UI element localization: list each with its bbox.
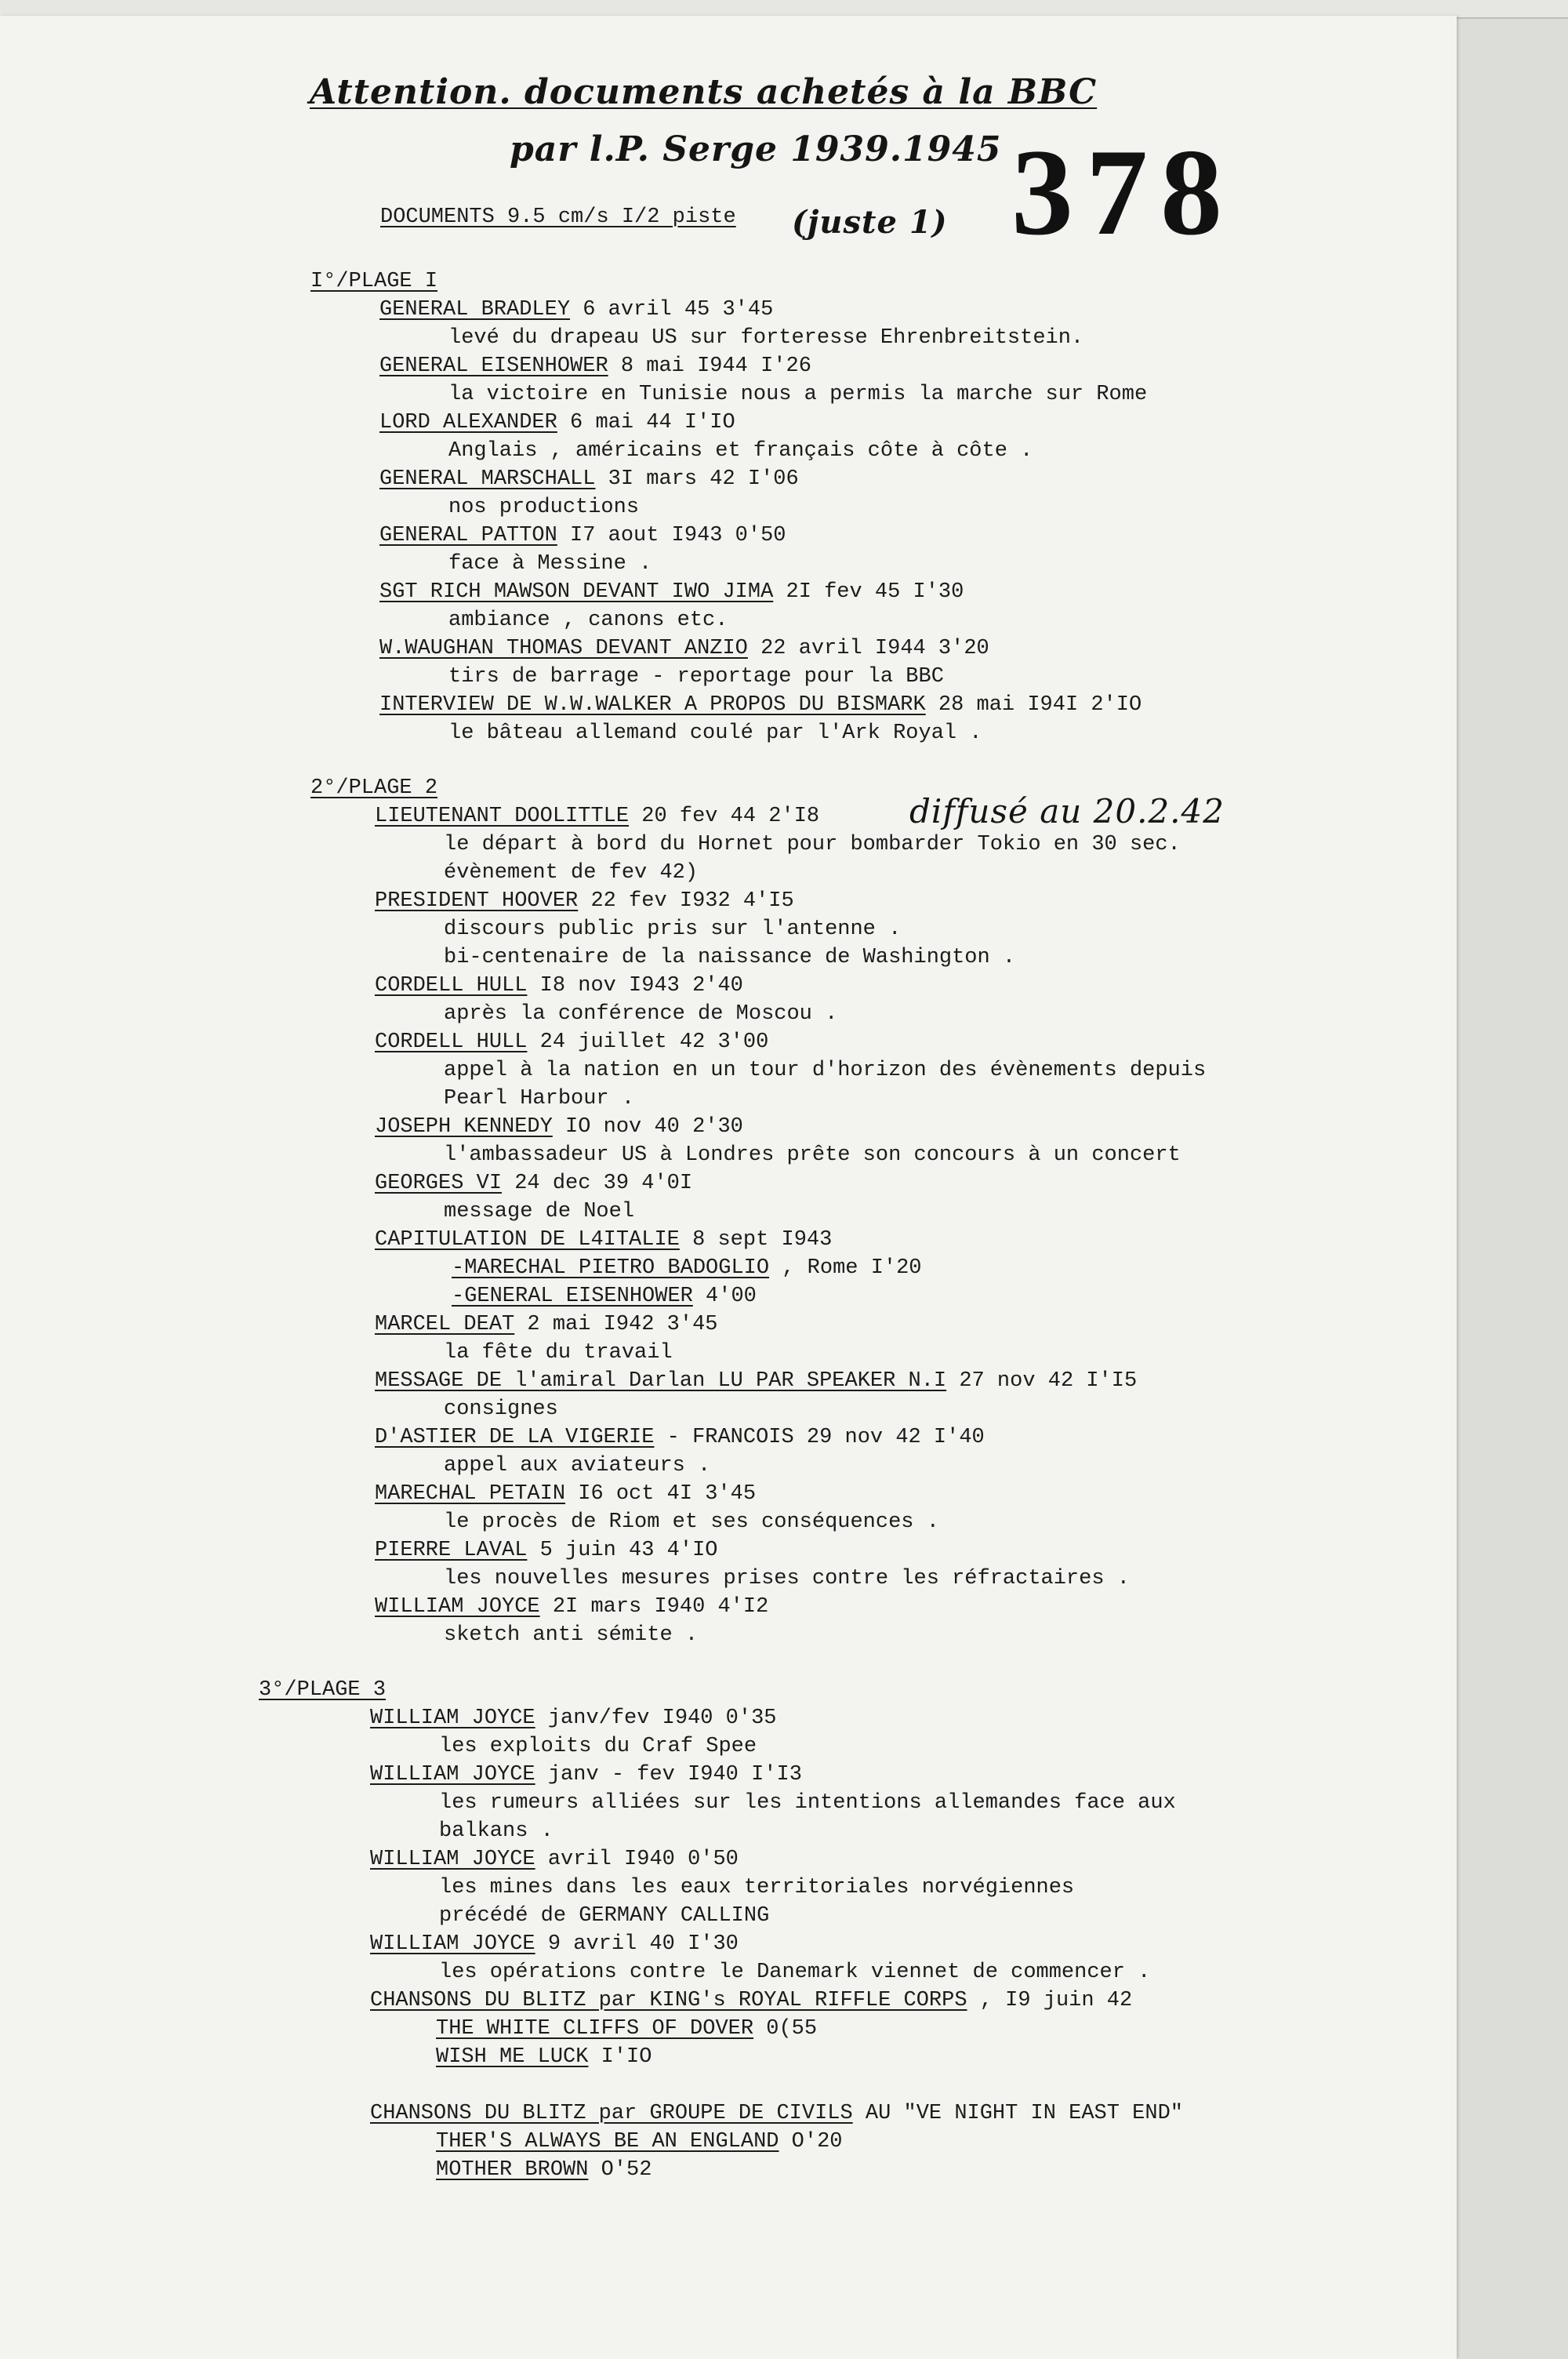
recording-entry (375, 972, 743, 999)
entry-description: précédé de GERMANY CALLING (439, 1904, 770, 1928)
recording-entry (375, 1594, 768, 1620)
speaker-name: WILLIAM JOYCE (370, 1707, 535, 1730)
speaker-name: INTERVIEW DE W.W.WALKER A PROPOS DU BISMARK (379, 693, 926, 717)
section-label: I°/PLAGE I (310, 270, 438, 293)
date-duration: 8 mai I944 I'26 (608, 354, 811, 378)
recording-entry (375, 1424, 985, 1451)
speaker-name: WILLIAM JOYCE (375, 1595, 540, 1619)
recording-entry (370, 2100, 1183, 2127)
date-duration: 24 dec 39 4'0I (502, 1172, 693, 1195)
speaker-name: CAPITULATION DE L4ITALIE (375, 1228, 680, 1252)
entry-description: l'ambassadeur US à Londres prête son concours à un concert (444, 1143, 1181, 1167)
entry-description: bi-centenaire de la naissance de Washington . (444, 946, 1016, 969)
entry-description: les exploits du Craf Spee (439, 1735, 757, 1758)
date-duration: 6 avril 45 3'45 (570, 298, 774, 322)
entry-description: le départ à bord du Hornet pour bombarder Tokio en 30 sec. (444, 833, 1181, 856)
date-duration: 0(55 (753, 2017, 818, 2041)
speaker-name: GEORGES VI (375, 1172, 503, 1195)
recording-entry (375, 888, 794, 914)
document-page (0, 16, 1457, 2359)
speaker-name: PIERRE LAVAL (375, 1539, 528, 1562)
date-duration: 20 fev 44 2'I8 (629, 805, 820, 828)
entry-description: sketch anti sémite . (444, 1623, 699, 1647)
recording-entry (375, 1537, 717, 1564)
entry-description: discours public pris sur l'antenne . (444, 918, 902, 941)
speaker-name: LIEUTENANT DOOLITTLE (375, 805, 630, 828)
date-duration: 8 sept I943 (679, 1228, 833, 1252)
speaker-name: GENERAL PATTON (379, 524, 557, 547)
recording-entry (379, 296, 773, 323)
speaker-name: CHANSONS DU BLITZ par KING's ROYAL RIFFLE CORPS (370, 1989, 967, 2012)
section-label: 2°/PLAGE 2 (310, 776, 438, 800)
recording-entry (370, 1987, 1132, 2014)
speaker-name: CHANSONS DU BLITZ par GROUPE DE CIVILS (370, 2102, 853, 2125)
speaker-name: SGT RICH MAWSON DEVANT IWO JIMA (379, 580, 774, 604)
entry-description: les rumeurs alliées sur les intentions allemandes face aux (439, 1791, 1176, 1815)
recording-entry (370, 1846, 739, 1873)
date-duration: , Rome I'20 (769, 1256, 922, 1280)
entry-description: les opérations contre le Danemark viennet de commencer . (439, 1961, 1151, 1984)
date-duration: 2 mai I942 3'45 (514, 1313, 718, 1336)
speaker-name: MARCEL DEAT (375, 1313, 515, 1336)
speaker-name: WILLIAM JOYCE (370, 1932, 535, 1956)
recording-entry (370, 1931, 739, 1957)
recording-entry (379, 635, 989, 662)
entry-description: face à Messine . (448, 552, 652, 576)
date-duration: - FRANCOIS 29 nov 42 I'40 (654, 1426, 985, 1449)
recording-entry (379, 692, 1142, 718)
speaker-name: LORD ALEXANDER (379, 411, 557, 434)
stamp-number: 378 (1011, 124, 1235, 261)
date-duration: 28 mai I94I 2'IO (925, 693, 1142, 717)
date-duration: I6 oct 4I 3'45 (565, 1482, 757, 1506)
speaker-name: JOSEPH KENNEDY (375, 1115, 553, 1139)
entry-description: message de Noel (444, 1200, 635, 1223)
speaker-name: GENERAL MARSCHALL (379, 467, 596, 491)
recording-entry (375, 1368, 1137, 1394)
recording-entry (375, 1029, 768, 1056)
recording-entry (375, 1227, 832, 1253)
speaker-name: GENERAL BRADLEY (379, 298, 571, 322)
entry-description: Anglais , américains et français côte à côte . (448, 439, 1033, 463)
entry-description: Pearl Harbour . (444, 1087, 635, 1110)
entry-description: consignes (444, 1398, 558, 1421)
date-duration: , I9 juin 42 (967, 1989, 1133, 2012)
entry-description: après la conférence de Moscou . (444, 1002, 838, 1026)
recording-entry (436, 2128, 843, 2155)
date-duration: janv - fev I940 I'I3 (535, 1763, 802, 1787)
entry-description: nos productions (448, 496, 640, 519)
speaker-name: THE WHITE CLIFFS OF DOVER (436, 2017, 754, 2041)
speaker-name: -GENERAL EISENHOWER (452, 1285, 693, 1308)
entry-description: ambiance , canons etc. (448, 609, 728, 632)
date-duration: I'IO (588, 2045, 652, 2069)
speaker-name: MESSAGE DE l'amiral Darlan LU PAR SPEAKER N.I (375, 1369, 947, 1393)
entry-description: tirs de barrage - reportage pour la BBC (448, 665, 944, 689)
speaker-name: WISH ME LUCK (436, 2045, 589, 2069)
speaker-name: CORDELL HULL (375, 974, 528, 998)
date-duration: O'52 (588, 2158, 652, 2182)
date-duration: 27 nov 42 I'I5 (946, 1369, 1138, 1393)
date-duration: 24 juillet 42 3'00 (527, 1030, 769, 1054)
speaker-name: MOTHER BROWN (436, 2158, 589, 2182)
handwritten-note-line1: Attention. documents achetés à la BBC (310, 72, 1098, 112)
entry-description: appel aux aviateurs . (444, 1454, 711, 1478)
date-duration: 2I mars I940 4'I2 (539, 1595, 769, 1619)
document-header-title: DOCUMENTS 9.5 cm/s I/2 piste (380, 205, 736, 229)
recording-entry (436, 2016, 817, 2042)
entry-description: le bâteau allemand coulé par l'Ark Royal . (448, 722, 982, 745)
entry-description: balkans . (439, 1819, 554, 1843)
handwritten-side-note: diffusé au 20.2.42 (909, 792, 1225, 831)
entry-description: levé du drapeau US sur forteresse Ehrenbreitstein. (448, 326, 1084, 350)
date-duration: I7 aout I943 0'50 (557, 524, 786, 547)
date-duration: 4'00 (692, 1285, 757, 1308)
speaker-name: MARECHAL PETAIN (375, 1482, 566, 1506)
entry-description: appel à la nation en un tour d'horizon des évènements depuis (444, 1059, 1207, 1082)
recording-entry (452, 1283, 757, 1310)
recording-entry (370, 1761, 802, 1788)
recording-entry (436, 2044, 652, 2070)
date-duration: 22 fev I932 4'I5 (578, 889, 794, 913)
date-duration: janv/fev I940 0'35 (535, 1707, 777, 1730)
recording-entry (370, 1705, 777, 1732)
recording-entry (379, 353, 811, 380)
date-duration: 22 avril I944 3'20 (747, 637, 989, 660)
date-duration: IO nov 40 2'30 (552, 1115, 743, 1139)
date-duration: I8 nov I943 2'40 (527, 974, 743, 998)
speaker-name: -MARECHAL PIETRO BADOGLIO (452, 1256, 770, 1280)
speaker-name: WILLIAM JOYCE (370, 1848, 535, 1871)
speaker-name: CORDELL HULL (375, 1030, 528, 1054)
entry-description: les mines dans les eaux territoriales norvégiennes (439, 1876, 1075, 1899)
date-duration: 3I mars 42 I'06 (595, 467, 799, 491)
entry-description: la victoire en Tunisie nous a permis la marche sur Rome (448, 383, 1148, 406)
recording-entry (379, 579, 964, 605)
speaker-name: THER'S ALWAYS BE AN ENGLAND (436, 2130, 779, 2154)
recording-entry (379, 466, 799, 493)
date-duration: 5 juin 43 4'IO (527, 1539, 718, 1562)
recording-entry (379, 409, 735, 436)
date-duration: 6 mai 44 I'IO (557, 411, 735, 434)
entry-description: évènement de fev 42) (444, 861, 699, 885)
recording-entry (375, 1311, 717, 1338)
section-label: 3°/PLAGE 3 (259, 1678, 387, 1702)
speaker-name: W.WAUGHAN THOMAS DEVANT ANZIO (379, 637, 748, 660)
recording-entry (436, 2157, 652, 2183)
recording-entry (375, 1481, 756, 1507)
entry-description: la fête du travail (444, 1341, 673, 1365)
date-duration: AU "VE NIGHT IN EAST END" (852, 2102, 1183, 2125)
recording-entry (379, 522, 786, 549)
speaker-name: WILLIAM JOYCE (370, 1763, 535, 1787)
speaker-name: D'ASTIER DE LA VIGERIE (375, 1426, 655, 1449)
recording-entry (375, 1114, 743, 1140)
recording-entry (375, 803, 819, 830)
recording-entry (375, 1170, 692, 1197)
speaker-name: PRESIDENT HOOVER (375, 889, 579, 913)
handwritten-note-line2: par l.P. Serge 1939.1945 (510, 129, 1002, 169)
date-duration: 9 avril 40 I'30 (535, 1932, 739, 1956)
date-duration: O'20 (779, 2130, 843, 2154)
handwritten-note-suffix: (juste 1) (792, 204, 948, 241)
entry-description: les nouvelles mesures prises contre les réfractaires . (444, 1567, 1130, 1590)
date-duration: avril I940 0'50 (535, 1848, 739, 1871)
recording-entry (452, 1255, 922, 1281)
date-duration: 2I fev 45 I'30 (773, 580, 964, 604)
speaker-name: GENERAL EISENHOWER (379, 354, 608, 378)
entry-description: le procès de Riom et ses conséquences . (444, 1510, 939, 1534)
